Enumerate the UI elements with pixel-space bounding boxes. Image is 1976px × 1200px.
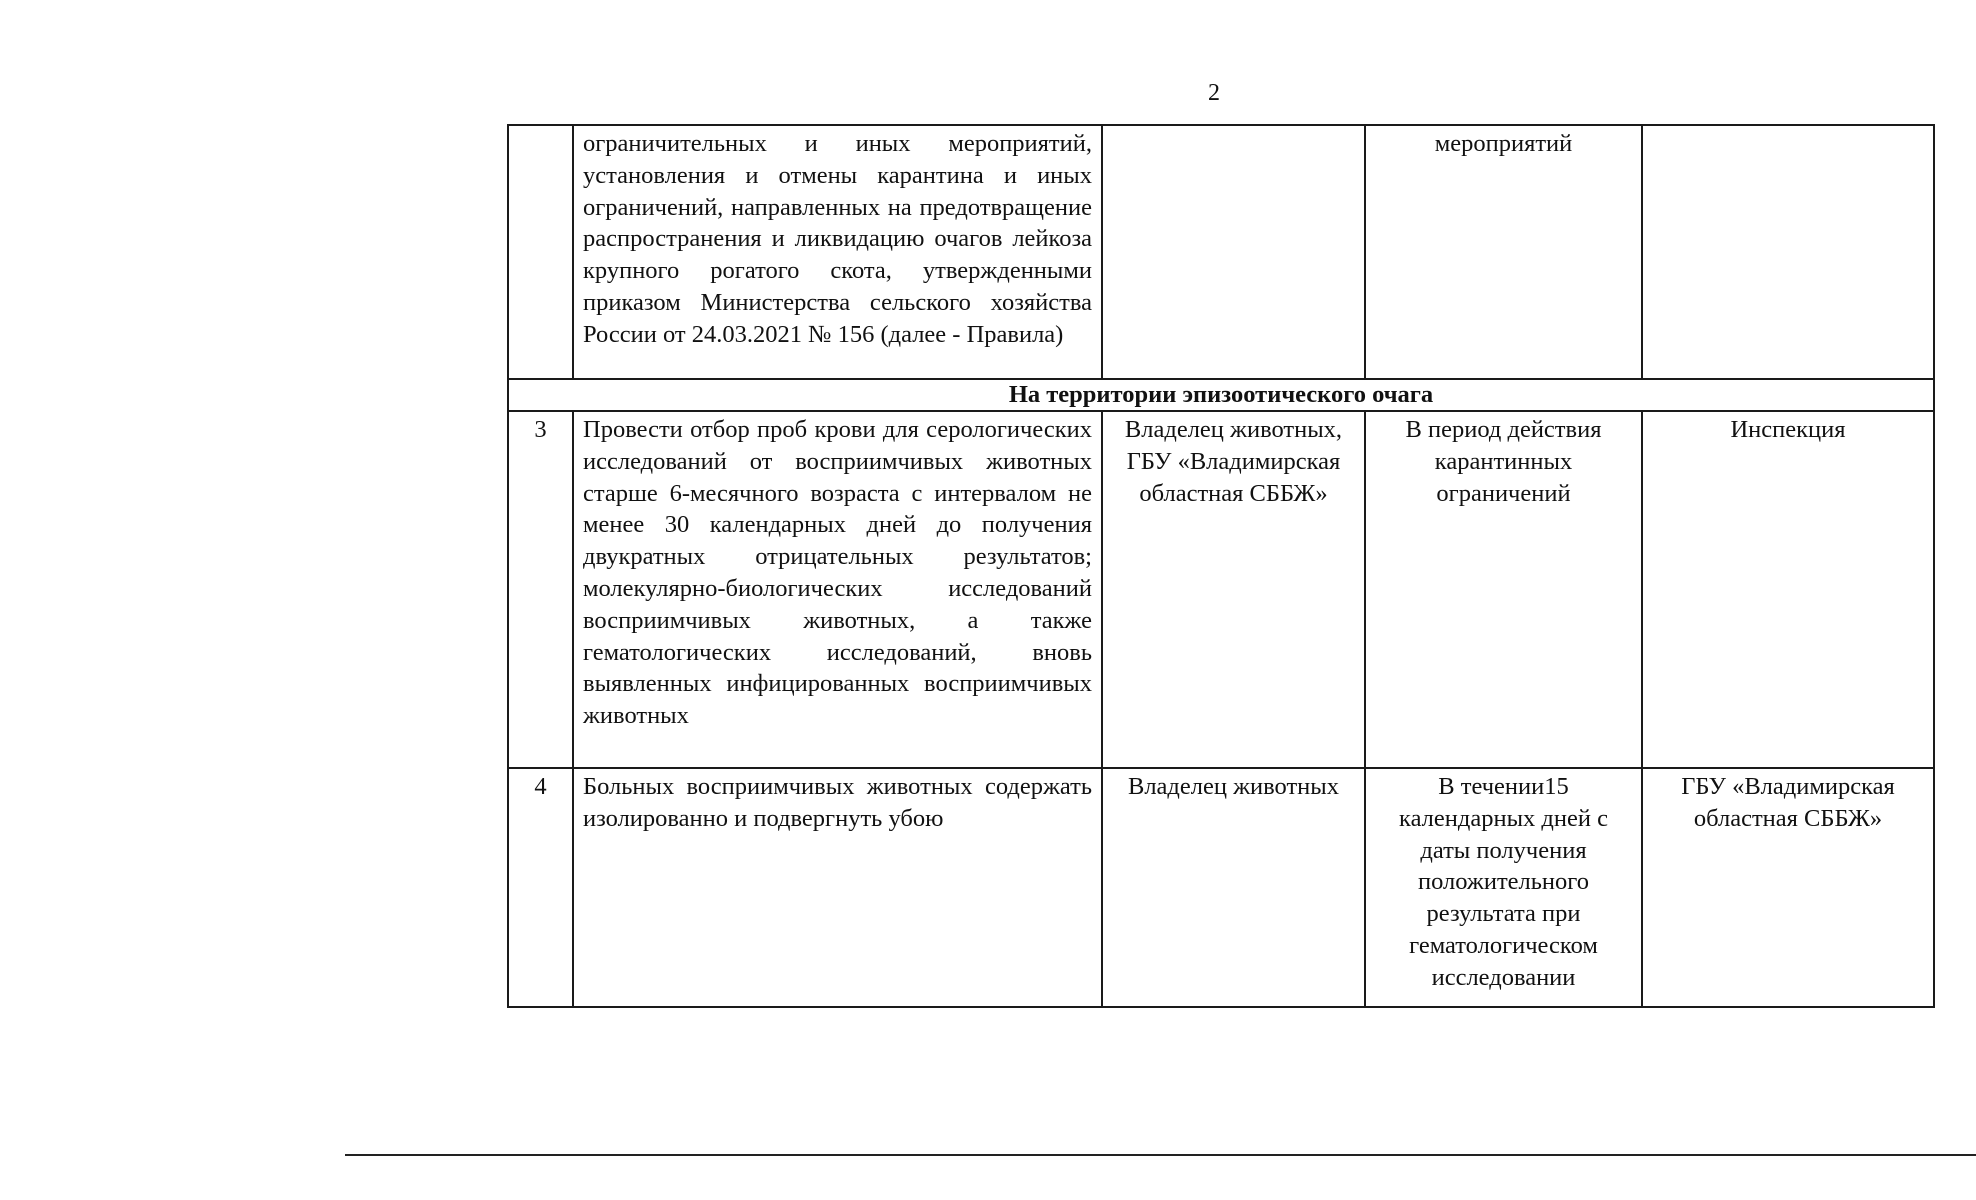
control-cell bbox=[1642, 125, 1934, 379]
action-cell: Провести отбор проб крови для серологических исследований от восприимчивых животных старше 6-месячного возраста с интервалом не менее 30 календарных дней до получения двукратных отрицательных результатов; молекулярно-биологических исследований восприимчивых животных, а также гематологических исследований, вновь выявленных инфицированных восприимчивых животных bbox=[573, 411, 1102, 768]
section-row bbox=[508, 379, 1934, 411]
executor-cell: Владелец животных bbox=[1102, 768, 1365, 1007]
table-row bbox=[508, 411, 1934, 768]
executor-cell bbox=[1102, 125, 1365, 379]
row-number-cell: 3 bbox=[508, 411, 573, 768]
action-cell: Больных восприимчивых животных содержать изолированно и подвергнуть убою bbox=[573, 768, 1102, 1007]
executor-cell: Владелец животных, ГБУ «Владимирская областная СББЖ» bbox=[1102, 411, 1365, 768]
section-title: На территории эпизоотического очага bbox=[508, 379, 1934, 411]
page-number: 2 bbox=[1208, 80, 1220, 106]
row-number-cell: 4 bbox=[508, 768, 573, 1007]
table-row bbox=[508, 768, 1934, 1007]
deadline-cell: В течении15 календарных дней с даты получения положительного результата при гематологическом исследовании bbox=[1365, 768, 1642, 1007]
control-cell: Инспекция bbox=[1642, 411, 1934, 768]
row-number-cell bbox=[508, 125, 573, 379]
control-cell: ГБУ «Владимирская областная СББЖ» bbox=[1642, 768, 1934, 1007]
action-cell: ограничительных и иных мероприятий, установления и отмены карантина и иных ограничений, направленных на предотвращение распространения и ликвидацию очагов лейкоза крупного рогатого скота, утвержденными приказом Министерства сельского хозяйства России от 24.03.2021 № 156 (далее - Правила) bbox=[573, 125, 1102, 379]
table-row bbox=[508, 125, 1934, 379]
measures-table bbox=[507, 124, 1935, 1008]
deadline-cell: В период действия карантинных ограничений bbox=[1365, 411, 1642, 768]
deadline-cell: мероприятий bbox=[1365, 125, 1642, 379]
footer-divider bbox=[345, 1154, 1976, 1156]
